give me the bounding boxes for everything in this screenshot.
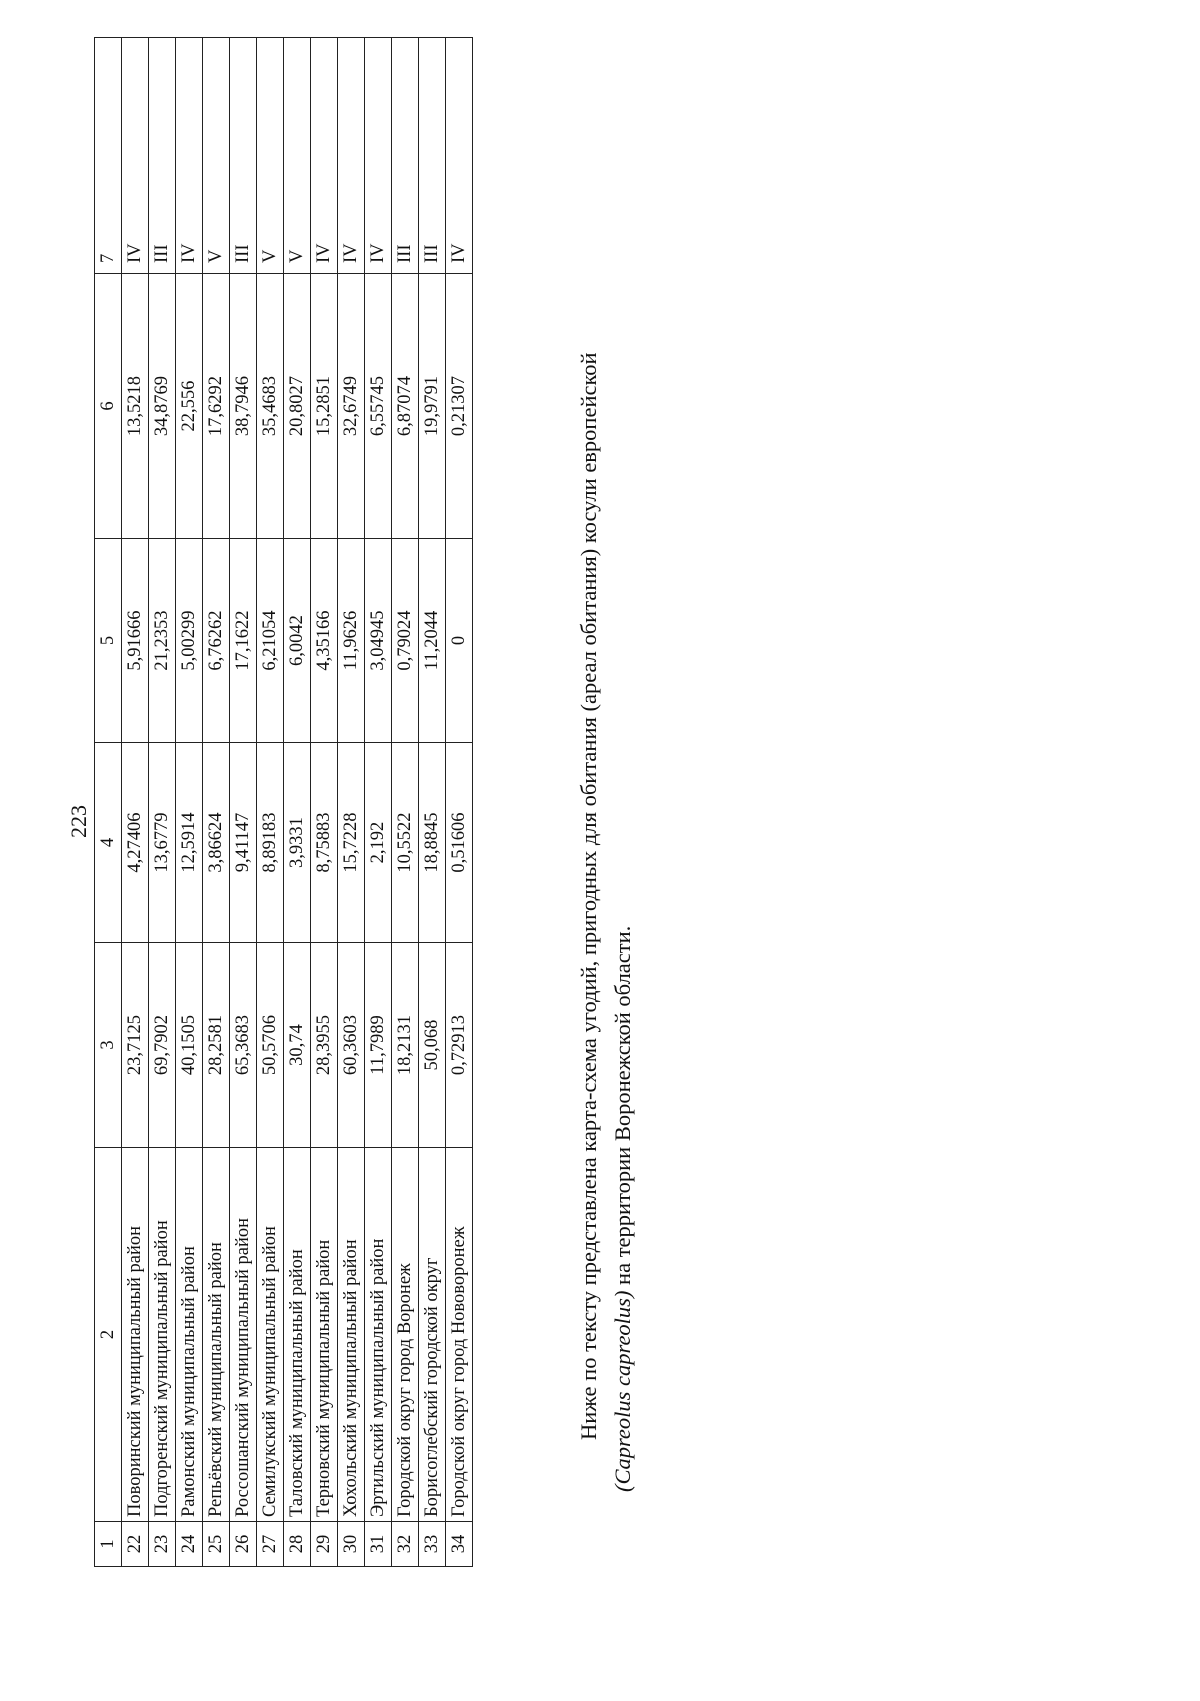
row-number: 22 <box>122 1522 149 1567</box>
species-latin-name: (Capreolus capreolus) <box>610 1290 635 1492</box>
table-row <box>284 38 311 1567</box>
value-col-4: 8,89183 <box>257 743 284 943</box>
value-col-6: 35,4683 <box>257 274 284 539</box>
row-number: 29 <box>311 1522 338 1567</box>
table-row <box>122 38 149 1567</box>
caption-line-2-rest: на территории Воронежской области. <box>610 925 635 1291</box>
column-header: 3 <box>95 943 122 1148</box>
value-col-3: 28,3955 <box>311 943 338 1148</box>
district-name: Рамонский муниципальный район <box>176 1148 203 1522</box>
table-row <box>338 38 365 1567</box>
table-row <box>257 38 284 1567</box>
caption-line-1: Ниже по тексту представлена карта-схема угодий, пригодных для обитания (ареал обитания) косули европейской <box>576 352 601 1440</box>
column-header: 4 <box>95 743 122 943</box>
value-col-6: 32,6749 <box>338 274 365 539</box>
table-row <box>365 38 392 1567</box>
page-number: 223 <box>66 805 91 838</box>
table-header-row <box>95 38 122 1567</box>
value-col-4: 2,192 <box>365 743 392 943</box>
row-number: 28 <box>284 1522 311 1567</box>
rotated-page-content <box>0 2 1080 1620</box>
table-row <box>176 38 203 1567</box>
column-header: 1 <box>95 1522 122 1567</box>
column-header: 6 <box>95 274 122 539</box>
table-row <box>311 38 338 1567</box>
district-name: Подгоренский муниципальный район <box>149 1148 176 1522</box>
value-col-5: 6,0042 <box>284 539 311 743</box>
value-col-6: 20,8027 <box>284 274 311 539</box>
row-number: 23 <box>149 1522 176 1567</box>
category: III <box>419 38 446 274</box>
data-table <box>94 37 473 1567</box>
value-col-3: 11,7989 <box>365 943 392 1148</box>
row-number: 25 <box>203 1522 230 1567</box>
value-col-4: 18,8845 <box>419 743 446 943</box>
table-row <box>203 38 230 1567</box>
value-col-5: 0 <box>446 539 473 743</box>
column-header: 5 <box>95 539 122 743</box>
table-row <box>392 38 419 1567</box>
row-number: 31 <box>365 1522 392 1567</box>
district-name: Эртильский муниципальный район <box>365 1148 392 1522</box>
value-col-4: 10,5522 <box>392 743 419 943</box>
value-col-4: 12,5914 <box>176 743 203 943</box>
category: IV <box>176 38 203 274</box>
value-col-3: 30,74 <box>284 943 311 1148</box>
value-col-3: 18,2131 <box>392 943 419 1148</box>
value-col-6: 22,556 <box>176 274 203 539</box>
value-col-3: 65,3683 <box>230 943 257 1148</box>
figure-caption <box>572 52 640 1492</box>
category: IV <box>122 38 149 274</box>
value-col-6: 17,6292 <box>203 274 230 539</box>
district-name: Терновский муниципальный район <box>311 1148 338 1522</box>
value-col-5: 0,79024 <box>392 539 419 743</box>
value-col-5: 11,9626 <box>338 539 365 743</box>
value-col-6: 19,9791 <box>419 274 446 539</box>
category: IV <box>365 38 392 274</box>
district-name: Городской округ город Воронеж <box>392 1148 419 1522</box>
value-col-4: 4,27406 <box>122 743 149 943</box>
row-number: 27 <box>257 1522 284 1567</box>
value-col-4: 15,7228 <box>338 743 365 943</box>
table-row <box>446 38 473 1567</box>
caption-line-2 <box>606 52 640 1492</box>
value-col-6: 0,21307 <box>446 274 473 539</box>
district-name: Хохольский муниципальный район <box>338 1148 365 1522</box>
value-col-5: 11,2044 <box>419 539 446 743</box>
value-col-4: 8,75883 <box>311 743 338 943</box>
value-col-6: 15,2851 <box>311 274 338 539</box>
value-col-3: 60,3603 <box>338 943 365 1148</box>
value-col-3: 50,068 <box>419 943 446 1148</box>
category: IV <box>446 38 473 274</box>
value-col-3: 50,5706 <box>257 943 284 1148</box>
value-col-3: 40,1505 <box>176 943 203 1148</box>
category: V <box>284 38 311 274</box>
value-col-3: 23,7125 <box>122 943 149 1148</box>
value-col-3: 69,7902 <box>149 943 176 1148</box>
value-col-5: 3,04945 <box>365 539 392 743</box>
district-name: Городской округ город Нововоронеж <box>446 1148 473 1522</box>
category: V <box>203 38 230 274</box>
value-col-6: 6,55745 <box>365 274 392 539</box>
value-col-6: 34,8769 <box>149 274 176 539</box>
category: IV <box>338 38 365 274</box>
district-name: Борисоглебский городской округ <box>419 1148 446 1522</box>
district-name: Таловский муниципальный район <box>284 1148 311 1522</box>
table-row <box>149 38 176 1567</box>
value-col-4: 13,6779 <box>149 743 176 943</box>
category: III <box>230 38 257 274</box>
value-col-5: 5,00299 <box>176 539 203 743</box>
value-col-5: 4,35166 <box>311 539 338 743</box>
value-col-5: 6,76262 <box>203 539 230 743</box>
column-header: 7 <box>95 38 122 274</box>
row-number: 34 <box>446 1522 473 1567</box>
value-col-5: 5,91666 <box>122 539 149 743</box>
table-row <box>419 38 446 1567</box>
row-number: 30 <box>338 1522 365 1567</box>
district-name: Россошанский муниципальный район <box>230 1148 257 1522</box>
row-number: 26 <box>230 1522 257 1567</box>
table-body <box>95 38 473 1567</box>
value-col-6: 13,5218 <box>122 274 149 539</box>
value-col-5: 21,2353 <box>149 539 176 743</box>
category: III <box>149 38 176 274</box>
category: IV <box>311 38 338 274</box>
district-name: Репьёвский муниципальный район <box>203 1148 230 1522</box>
value-col-4: 0,51606 <box>446 743 473 943</box>
value-col-3: 0,72913 <box>446 943 473 1148</box>
row-number: 32 <box>392 1522 419 1567</box>
district-name: Поворинский муниципальный район <box>122 1148 149 1522</box>
row-number: 24 <box>176 1522 203 1567</box>
value-col-6: 38,7946 <box>230 274 257 539</box>
category: III <box>392 38 419 274</box>
value-col-3: 28,2581 <box>203 943 230 1148</box>
value-col-5: 17,1622 <box>230 539 257 743</box>
column-header: 2 <box>95 1148 122 1522</box>
row-number: 33 <box>419 1522 446 1567</box>
value-col-4: 9,41147 <box>230 743 257 943</box>
value-col-6: 6,87074 <box>392 274 419 539</box>
district-name: Семилукский муниципальный район <box>257 1148 284 1522</box>
value-col-5: 6,21054 <box>257 539 284 743</box>
value-col-4: 3,86624 <box>203 743 230 943</box>
category: V <box>257 38 284 274</box>
value-col-4: 3,9331 <box>284 743 311 943</box>
table-row <box>230 38 257 1567</box>
